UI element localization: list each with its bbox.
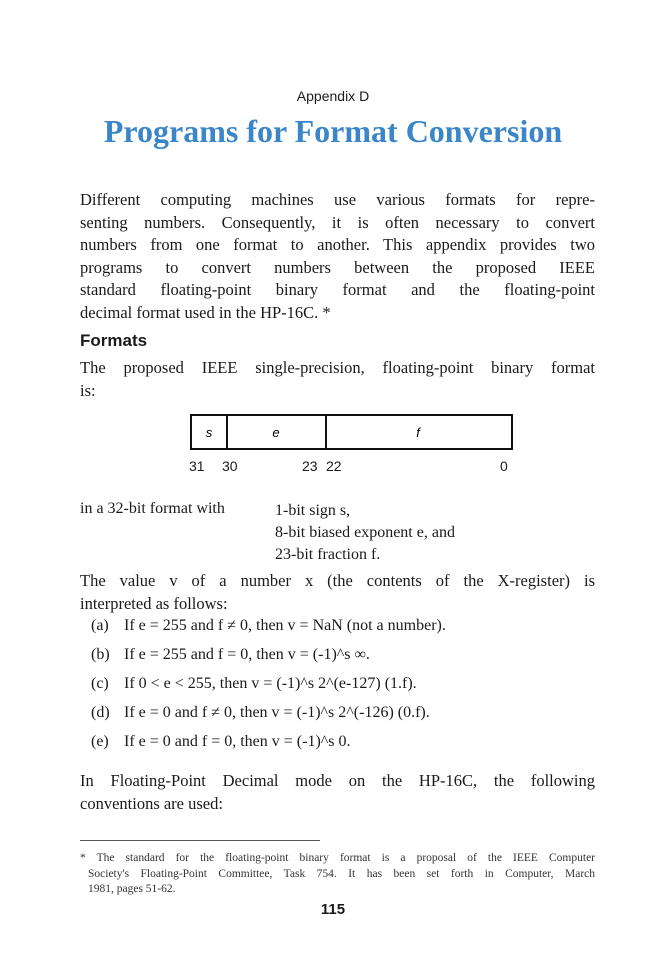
intro-line: numbers from one format to another. This appendix provides two [80,235,595,254]
intro-line: Different computing machines use various formats for repre- [80,190,595,209]
intro-line: senting numbers. Consequently, it is often necessary to convert [80,212,595,232]
appendix-label: Appendix D [296,88,370,104]
section-heading-formats: Formats [80,331,148,350]
field-f: f [416,425,420,440]
value-line: interpreted as follows: [80,593,228,613]
intro-line: decimal format used in the HP-16C. * [80,302,331,322]
format-paragraph [80,357,595,402]
field-desc-exponent: 8-bit biased exponent e, and [275,524,455,541]
footnote [80,851,595,898]
bit-layout-diagram [190,414,513,450]
field-s: s [205,425,213,440]
rule-tag: (b) [91,646,110,663]
rule-text: If e = 255 and f = 0, then v = (-1)^s ∞. [124,646,370,663]
footnote-line: * The standard for the floating-point binary format is a proposal of the IEEE Computer [80,852,595,864]
page-number: 115 [320,901,346,918]
format-line: is: [80,380,96,400]
rule-b [91,646,370,664]
bit-label-30: 30 [222,458,238,474]
rule-text: If e = 255 and f ≠ 0, then v = NaN (not a number). [124,617,446,634]
intro-line: programs to convert numbers between the proposed IEEE [80,257,595,277]
field-desc-sign: 1-bit sign s, [275,502,351,519]
rule-a [91,617,446,635]
rule-c [91,675,417,693]
field-desc-fraction: 23-bit fraction f. [275,546,381,563]
rule-tag: (e) [91,733,109,750]
closing-line: conventions are used: [80,793,223,813]
intro-paragraph [80,189,595,324]
bit-label-22: 22 [326,458,342,474]
field-e: e [272,425,280,440]
value-paragraph [80,570,595,615]
value-line: The value v of a number x (the contents of the X-register) is [80,571,595,590]
intro-line: standard floating-point binary format and the floating-point [80,280,595,299]
bit-label-31: 31 [189,458,205,474]
footnote-divider [80,840,320,841]
rule-tag: (d) [91,704,110,721]
rule-tag: (c) [91,675,109,692]
closing-line: In Floating-Point Decimal mode on the HP-16C, the following [80,771,595,790]
rule-tag: (a) [91,617,109,634]
fields-lead: in a 32-bit format with [80,500,225,517]
footnote-line: Society's Floating-Point Committee, Task 754. It has been set forth in Computer, March [88,867,595,880]
rule-text: If 0 < e < 255, then v = (-1)^s 2^(e-127) (1.f). [124,675,417,692]
closing-paragraph [80,770,595,815]
rule-text: If e = 0 and f = 0, then v = (-1)^s 0. [124,733,351,750]
footnote-line: 1981, pages 51-62. [88,883,176,895]
rule-text: If e = 0 and f ≠ 0, then v = (-1)^s 2^(-126) (0.f). [124,704,430,721]
bit-label-0: 0 [500,458,508,474]
format-line: The proposed IEEE single-precision, floating-point binary format [80,358,595,377]
page-title: Programs for Format Conversion [103,113,563,149]
bit-label-23: 23 [302,458,318,474]
rule-e [91,733,351,751]
diagram-frame [191,415,512,449]
fields-list [275,500,455,566]
rule-d [91,704,430,722]
